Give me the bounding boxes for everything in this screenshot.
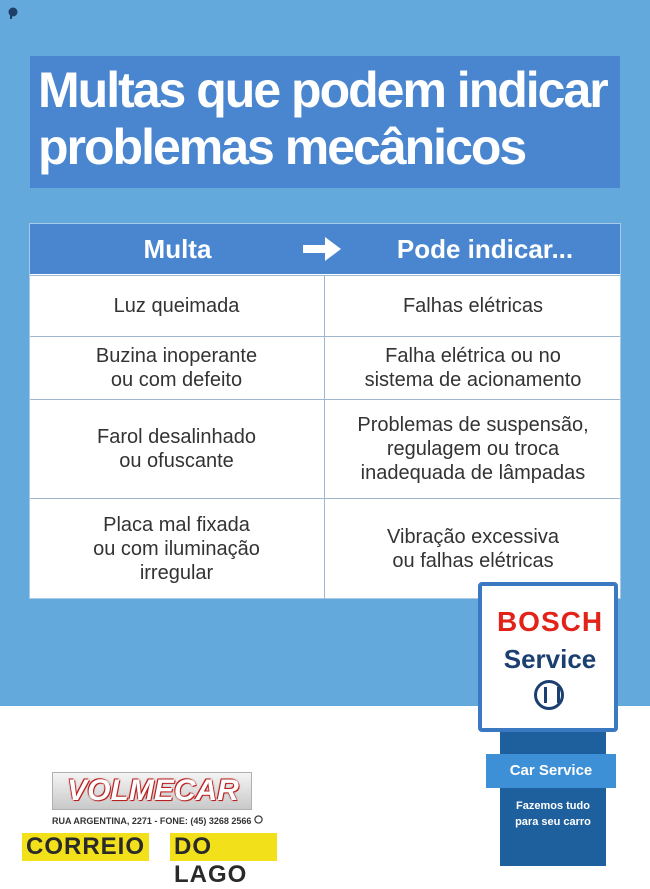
service-label: Service (503, 644, 597, 674)
cell-multa: Luz queimada (113, 295, 240, 317)
fines-table (30, 224, 620, 598)
do-lago-text: DO LAGO (170, 833, 277, 861)
bosch-service-sign (478, 582, 618, 866)
volmecar-logo-text: VOLMECAR (67, 774, 239, 807)
sign-board (478, 582, 618, 732)
table-row (30, 275, 620, 336)
cell-indica: Problemas de suspensão, regulagem ou troca inadequada de lâmpadas (324, 400, 621, 498)
address-text: RUA ARGENTINA, 2271 - FONE: (45) 3268 2566 (52, 816, 252, 826)
header-multa: Multa (143, 234, 212, 264)
header-pode-indicar: Pode indicar... (396, 234, 574, 264)
page-title-line-2: problemas mecânicos (38, 119, 526, 175)
cell-multa: Farol desalinhado ou ofuscante (97, 426, 256, 472)
correio-text: CORREIO (22, 833, 149, 861)
table-header (30, 224, 620, 274)
table-row (30, 399, 620, 498)
cell-indica: Falhas elétricas (324, 276, 621, 336)
car-service-label: Car Service (486, 754, 616, 788)
cell-indica: Falha elétrica ou no sistema de acionamento (324, 337, 621, 399)
bosch-armature-icon (534, 680, 564, 710)
volmecar-logo (52, 772, 252, 810)
address-line (52, 815, 272, 826)
page-title-line-1: Multas que podem indicar (38, 62, 607, 118)
table-row (30, 336, 620, 399)
cell-multa: Placa mal fixada ou com iluminação irregular (93, 514, 260, 584)
title-banner (30, 56, 620, 188)
cell-multa: Buzina inoperante ou com defeito (95, 345, 258, 391)
sign-slogan: Fazemos tudo para seu carro (515, 800, 591, 828)
whatsapp-icon (254, 816, 263, 826)
bosch-brand: BOSCH (496, 606, 604, 637)
correio-do-lago-logo (22, 833, 277, 888)
cell-indica: Vibração excessiva ou falhas elétricas (324, 499, 621, 599)
pinterest-icon (7, 7, 19, 19)
arrow-right-icon (303, 237, 341, 261)
